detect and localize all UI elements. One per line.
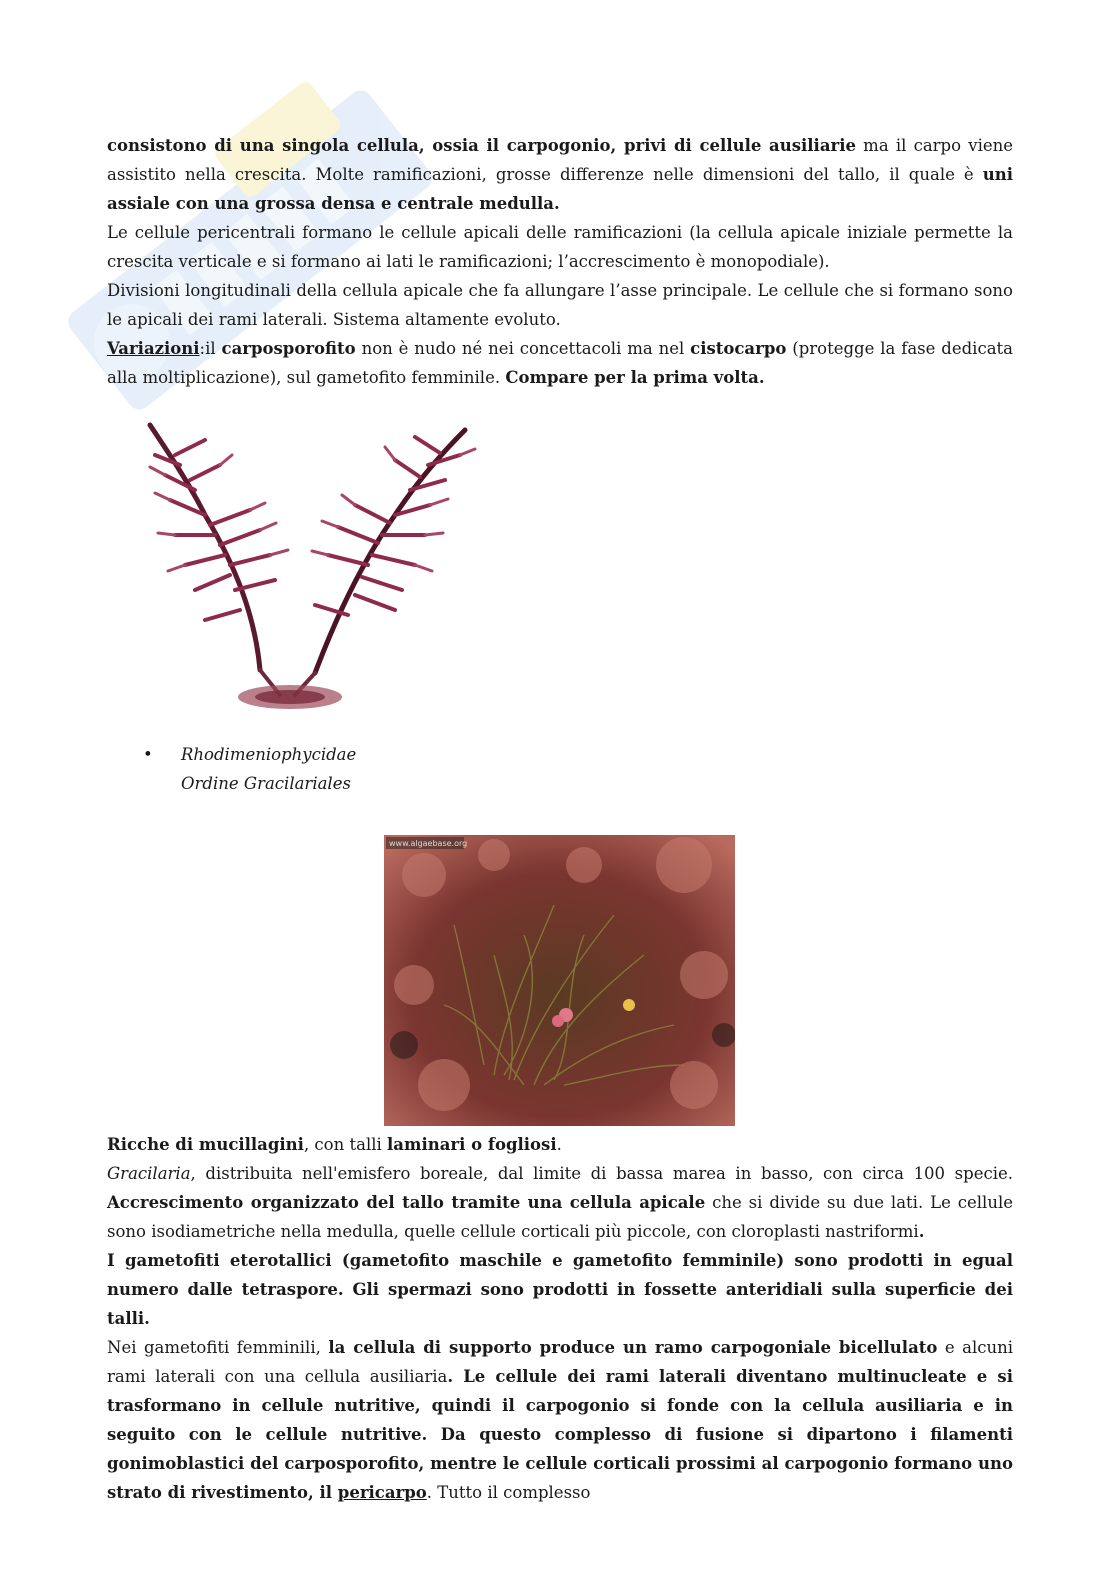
paragraph [107,1159,1013,1246]
paragraph [107,1130,1013,1159]
bold-text: Ricche di mucillagini [107,1135,304,1154]
text-run: . [556,1135,562,1154]
bold-text: . Le cellule dei rami laterali diventano multinucleate e si trasformano in cellule nutritive, quindi il carpogonio si fonde con la cellula ausiliaria e in seguito con le cellule nutritive. Da questo complesso di fusione si dipartono i filamenti gonimoblastici del carposporofito, mentre le cellule corticali prossimi al carpogonio formano uno strato di rivestimento, il [107,1367,1013,1502]
text-block-bottom [107,1130,1013,1507]
paragraph [107,131,1013,218]
text-run: . Tutto il complesso [426,1483,591,1502]
bold-text: la cellula di supporto produce un ramo carpogoniale bicellulato [328,1338,938,1357]
bold-text: consistono di una singola cellula, ossia il carpogonio, privi di cellule ausiliarie [107,136,856,155]
bullet-icon: • [143,745,153,764]
taxon-order: Ordine Gracilariales [181,774,351,793]
bold-text: Compare per la prima volta. [505,368,765,387]
text-run: che si divide su due lati. Le cellule sono isodiametriche nella medulla, quelle cellule corticali più piccole, con cloroplasti nastriformi [107,1193,1013,1241]
bold-text: cistocarpo [690,339,787,358]
paragraph [107,1246,1013,1333]
text-run: , con talli [303,1135,388,1154]
text-run: ma il carpo viene assistito nella crescita. Molte ramificazioni, grosse differenze nelle dimensioni del tallo, il quale è [107,136,1013,184]
text-run: Nei gametofiti femminili, [107,1338,329,1357]
genus-name: Gracilaria [107,1164,191,1183]
bold-text: I gametofiti eterotallici (gametofito maschile e gametofito femminile) sono prodotti in egual numero dalle tetraspore. Gli spermazi sono prodotti in fossette anteridiali sulla superficie dei talli. [107,1251,1013,1328]
paragraph: Divisioni longitudinali della cellula apicale che fa allungare l’asse principale. Le cellule che si formano sono le apicali dei rami laterali. Sistema altamente evoluto. [107,281,1013,329]
text-run: non è nudo né nei concettacoli ma nel [355,339,691,358]
paragraph: Le cellule pericentrali formano le cellule apicali delle ramificazioni (la cellula apicale iniziale permette la crescita verticale e si formano ai lati le ramificazioni; l’accrescimento è monopodiale). [107,223,1013,271]
bold-text: . [918,1222,925,1241]
paragraph [107,334,1013,392]
taxon-bullet [143,740,356,798]
text-block-top [107,131,1013,392]
bold-text: carposporofito [221,339,356,358]
text-run: :il [199,339,222,358]
text-run: , distribuita nell'emisfero boreale, dal limite di bassa marea in basso, con circa 100 specie. [190,1164,1013,1183]
text-run: e alcuni rami laterali con una cellula ausiliaria [107,1338,1013,1386]
gracilaria-photo [384,835,735,1126]
term-pericarpo: pericarpo [337,1483,427,1502]
text-run: (protegge la fase dedicata alla moltiplicazione), sul gametofito femminile. [107,339,1013,387]
taxon-subclass: Rhodimeniophycidae [181,745,357,764]
bold-text: Accrescimento organizzato del tallo tramite una cellula apicale [107,1193,706,1212]
photo-watermark-text: www.algaebase.org [389,839,468,848]
red-alga-photo [110,405,505,715]
paragraph [107,1333,1013,1507]
bold-text: laminari o fogliosi [387,1135,557,1154]
bold-text: uni assiale con una grossa densa e centrale medulla. [107,165,1013,213]
heading-variazioni: Variazioni [107,339,200,358]
